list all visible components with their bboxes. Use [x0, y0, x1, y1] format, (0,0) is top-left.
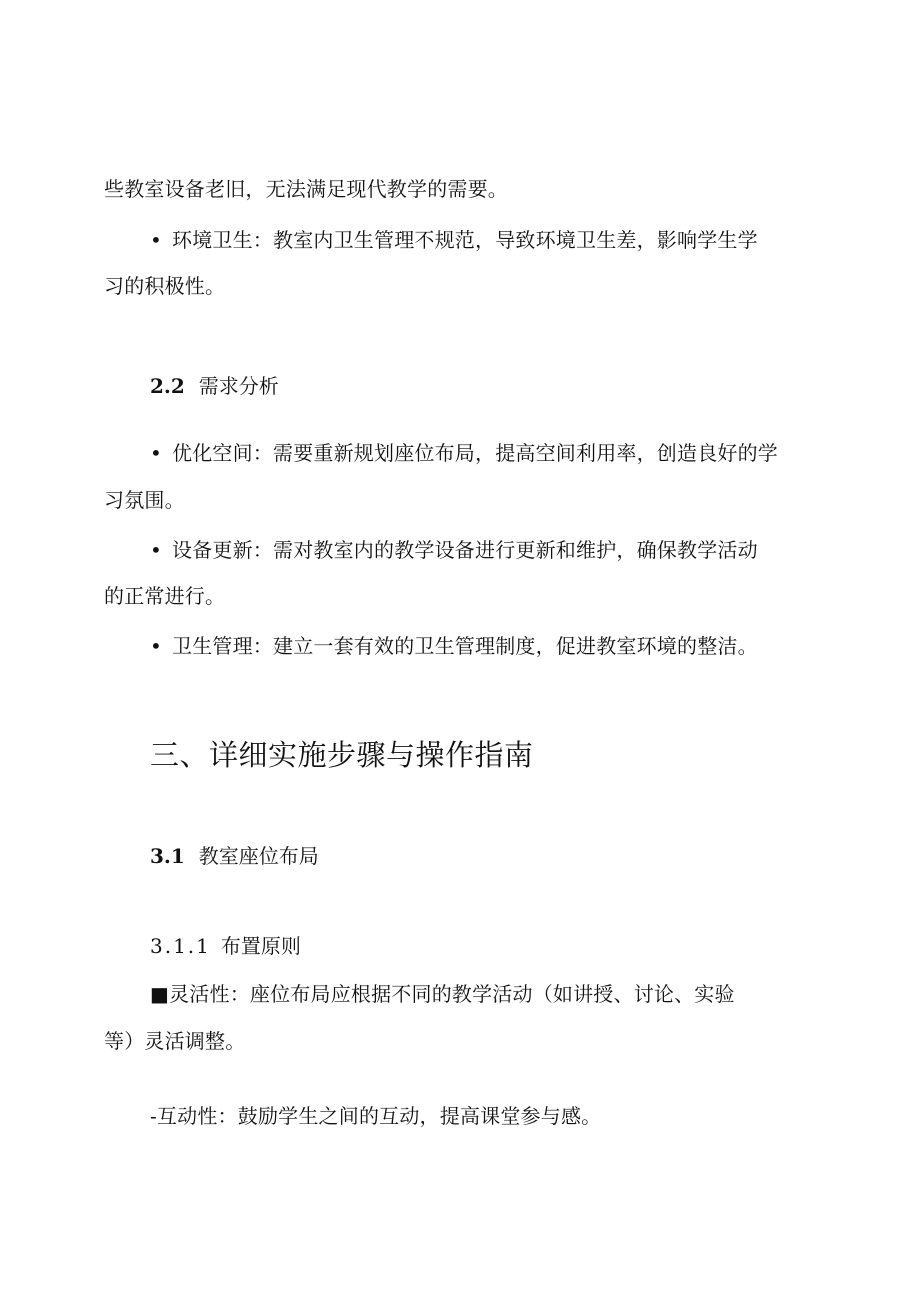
bullet-environment-hygiene-cont: 习的积极性。: [104, 274, 226, 298]
item-flexibility-cont: 等）灵活调整。: [104, 1029, 246, 1053]
bullet-icon: •: [150, 441, 162, 465]
bullet-hygiene-management: [150, 632, 758, 660]
heading-title: 需求分析: [198, 374, 279, 398]
bullet-optimize-space: [150, 439, 778, 467]
paragraph-continuation: 些教室设备老旧，无法满足现代教学的需要。: [104, 177, 508, 201]
heading-section-3: 三、详细实施步骤与操作指南: [150, 738, 534, 772]
item-flexibility: ■灵活性：座位布局应根据不同的教学活动（如讲授、讨论、实验: [150, 982, 735, 1006]
heading-3-1-1: [150, 932, 301, 960]
bullet-text: 环境卫生：教室内卫生管理不规范，导致环境卫生差，影响学生学: [172, 228, 758, 252]
bullet-equipment-update: [150, 536, 758, 564]
heading-3-1: [150, 842, 319, 870]
bullet-text: 设备更新：需对教室内的教学设备进行更新和维护，确保教学活动: [172, 538, 758, 562]
item-interactivity: -互动性：鼓励学生之间的互动，提高课堂参与感。: [150, 1104, 602, 1128]
bullet-text: 优化空间：需要重新规划座位布局，提高空间利用率，创造良好的学: [172, 441, 778, 465]
bullet-optimize-space-cont: 习氛围。: [104, 488, 185, 512]
heading-title: 教室座位布局: [198, 844, 319, 868]
bullet-icon: •: [150, 228, 162, 252]
heading-number: 3.1: [150, 844, 185, 868]
heading-number: 3.1.1: [150, 934, 211, 958]
heading-2-2: [150, 372, 279, 400]
bullet-text: 卫生管理：建立一套有效的卫生管理制度，促进教室环境的整洁。: [172, 634, 758, 658]
heading-title: 布置原则: [220, 934, 301, 958]
bullet-icon: •: [150, 538, 162, 562]
bullet-equipment-update-cont: 的正常进行。: [104, 584, 226, 608]
bullet-icon: •: [150, 634, 162, 658]
heading-number: 2.2: [150, 374, 185, 398]
bullet-environment-hygiene: [150, 226, 758, 254]
